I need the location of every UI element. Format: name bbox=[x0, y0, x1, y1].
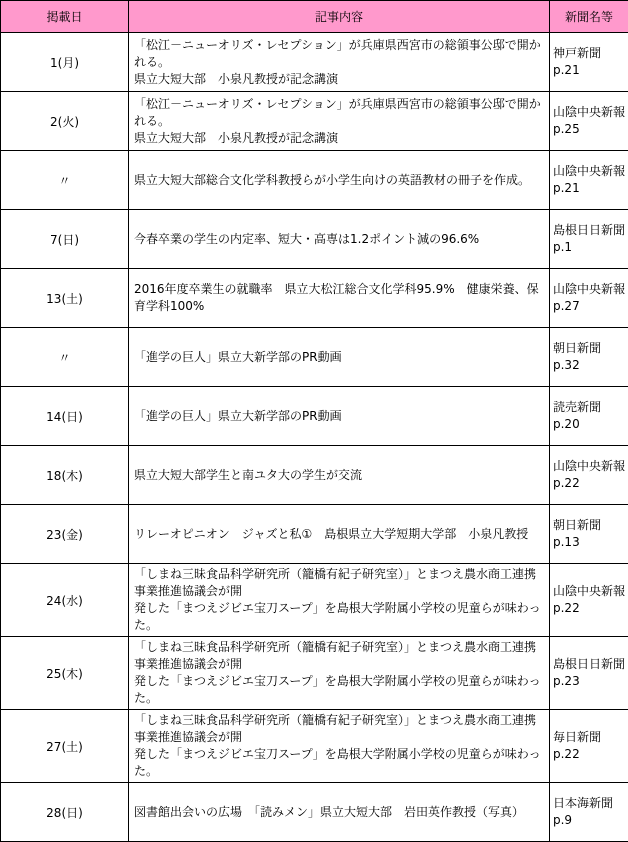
paper-page: p.13 bbox=[553, 534, 625, 551]
paper-page: p.27 bbox=[553, 298, 625, 315]
content-line: 「進学の巨人」県立大新学部のPR動画 bbox=[134, 408, 544, 425]
table-row bbox=[1, 637, 628, 710]
content-line: 県立大短大部学生と南ユタ大の学生が交流 bbox=[134, 467, 544, 484]
header-paper: 新聞名等 bbox=[550, 1, 628, 33]
table-row bbox=[1, 387, 628, 446]
content-line: 発した「まつえジビエ宝刀スープ」を島根大学附属小学校の児童らが味わった。 bbox=[134, 600, 544, 634]
paper-page: p.1 bbox=[553, 239, 625, 256]
table-row bbox=[1, 564, 628, 637]
paper-page: p.9 bbox=[553, 812, 625, 829]
content-cell bbox=[129, 210, 550, 269]
content-cell bbox=[129, 328, 550, 387]
table-row bbox=[1, 33, 628, 92]
content-line: 「松江－ニューオリズ・レセプション」が兵庫県西宮市の総領事公邸で開かれる。 bbox=[134, 37, 544, 71]
content-cell bbox=[129, 637, 550, 710]
date-cell: 23(金) bbox=[1, 505, 129, 564]
content-cell bbox=[129, 446, 550, 505]
content-line: リレーオピニオン ジャズと私① 島根県立大学短期大学部 小泉凡教授 bbox=[134, 526, 544, 543]
content-line: 「しまね三昧食品科学研究所（籠橋有紀子研究室）」とまつえ農水商工連携事業推進協議会が開 bbox=[134, 639, 544, 673]
content-line: 県立大短大部総合文化学科教授らが小学生向けの英語教材の冊子を作成。 bbox=[134, 172, 544, 189]
date-cell: 〃 bbox=[1, 151, 129, 210]
paper-cell bbox=[550, 328, 628, 387]
content-line: 県立大短大部 小泉凡教授が記念講演 bbox=[134, 71, 544, 88]
date-cell: 〃 bbox=[1, 328, 129, 387]
paper-name: 朝日新聞 bbox=[553, 340, 625, 357]
date-cell: 13(土) bbox=[1, 269, 129, 328]
date-cell: 24(水) bbox=[1, 564, 129, 637]
paper-name: 島根日日新聞 bbox=[553, 222, 625, 239]
date-cell: 14(日) bbox=[1, 387, 129, 446]
paper-page: p.20 bbox=[553, 416, 625, 433]
content-line: 県立大短大部 小泉凡教授が記念講演 bbox=[134, 130, 544, 147]
content-line: 発した「まつえジビエ宝刀スープ」を島根大学附属小学校の児童らが味わった。 bbox=[134, 746, 544, 780]
paper-cell bbox=[550, 710, 628, 783]
content-cell bbox=[129, 151, 550, 210]
content-cell bbox=[129, 505, 550, 564]
paper-page: p.22 bbox=[553, 600, 625, 617]
paper-name: 山陰中央新報 bbox=[553, 583, 625, 600]
paper-cell bbox=[550, 33, 628, 92]
paper-cell bbox=[550, 269, 628, 328]
content-line: 図書館出会いの広場 「読みメン」県立大短大部 岩田英作教授（写真） bbox=[134, 804, 544, 821]
content-cell bbox=[129, 387, 550, 446]
table-row bbox=[1, 269, 628, 328]
content-line: 「進学の巨人」県立大新学部のPR動画 bbox=[134, 349, 544, 366]
paper-name: 神戸新聞 bbox=[553, 45, 625, 62]
paper-page: p.22 bbox=[553, 746, 625, 763]
paper-page: p.21 bbox=[553, 62, 625, 79]
paper-name: 山陰中央新報 bbox=[553, 104, 625, 121]
header-date: 掲載日 bbox=[1, 1, 129, 33]
content-cell bbox=[129, 92, 550, 151]
paper-name: 山陰中央新報 bbox=[553, 163, 625, 180]
date-cell: 1(月) bbox=[1, 33, 129, 92]
paper-page: p.32 bbox=[553, 357, 625, 374]
date-cell: 25(木) bbox=[1, 637, 129, 710]
date-cell: 28(日) bbox=[1, 783, 129, 842]
paper-name: 日本海新聞 bbox=[553, 795, 625, 812]
content-line: 発した「まつえジビエ宝刀スープ」を島根大学附属小学校の児童らが味わった。 bbox=[134, 673, 544, 707]
paper-name: 読売新聞 bbox=[553, 399, 625, 416]
content-line: 「しまね三昧食品科学研究所（籠橋有紀子研究室）」とまつえ農水商工連携事業推進協議会が開 bbox=[134, 712, 544, 746]
content-cell bbox=[129, 33, 550, 92]
date-cell: 7(日) bbox=[1, 210, 129, 269]
paper-page: p.25 bbox=[553, 121, 625, 138]
table-row bbox=[1, 710, 628, 783]
paper-cell bbox=[550, 637, 628, 710]
content-cell bbox=[129, 564, 550, 637]
date-cell: 2(火) bbox=[1, 92, 129, 151]
paper-cell bbox=[550, 446, 628, 505]
paper-name: 山陰中央新報 bbox=[553, 281, 625, 298]
table-row bbox=[1, 210, 628, 269]
paper-cell bbox=[550, 564, 628, 637]
date-cell: 27(土) bbox=[1, 710, 129, 783]
paper-cell bbox=[550, 505, 628, 564]
content-line: 今春卒業の学生の内定率、短大・高専は1.2ポイント減の96.6% bbox=[134, 231, 544, 248]
content-line: 「松江－ニューオリズ・レセプション」が兵庫県西宮市の総領事公邸で開かれる。 bbox=[134, 96, 544, 130]
content-line: 2016年度卒業生の就職率 県立大松江総合文化学科95.9% 健康栄養、保育学科100% bbox=[134, 281, 544, 315]
paper-page: p.23 bbox=[553, 673, 625, 690]
paper-name: 島根日日新聞 bbox=[553, 656, 625, 673]
paper-cell bbox=[550, 92, 628, 151]
table-row bbox=[1, 92, 628, 151]
paper-page: p.21 bbox=[553, 180, 625, 197]
content-line: 「しまね三昧食品科学研究所（籠橋有紀子研究室）」とまつえ農水商工連携事業推進協議会が開 bbox=[134, 566, 544, 600]
table-row bbox=[1, 505, 628, 564]
paper-name: 毎日新聞 bbox=[553, 729, 625, 746]
table-row bbox=[1, 151, 628, 210]
table-row bbox=[1, 783, 628, 842]
content-cell bbox=[129, 710, 550, 783]
paper-cell bbox=[550, 783, 628, 842]
table-row bbox=[1, 446, 628, 505]
table-row bbox=[1, 328, 628, 387]
paper-page: p.22 bbox=[553, 475, 625, 492]
header-content: 記事内容 bbox=[129, 1, 550, 33]
content-cell bbox=[129, 269, 550, 328]
paper-cell bbox=[550, 210, 628, 269]
content-cell bbox=[129, 783, 550, 842]
table-header bbox=[1, 1, 628, 33]
date-cell: 18(木) bbox=[1, 446, 129, 505]
paper-name: 山陰中央新報 bbox=[553, 458, 625, 475]
table-body bbox=[1, 33, 628, 842]
paper-cell bbox=[550, 151, 628, 210]
header-row bbox=[1, 1, 628, 33]
paper-name: 朝日新聞 bbox=[553, 517, 625, 534]
paper-cell bbox=[550, 387, 628, 446]
